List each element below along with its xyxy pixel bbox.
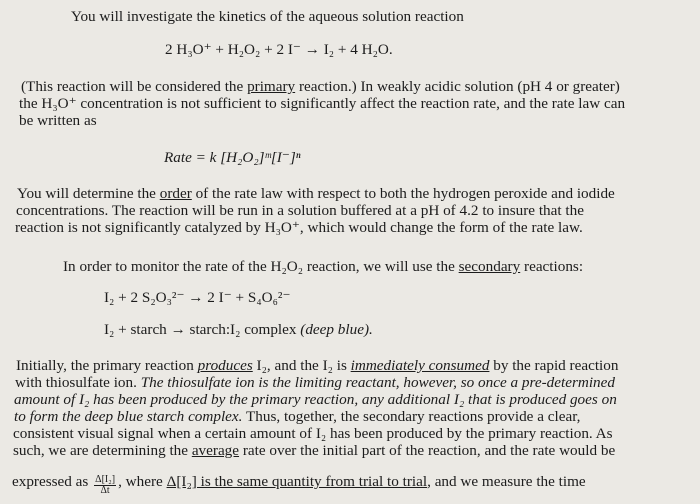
text-line: In order to monitor the rate of the H₂O₂ reaction, we will use the secondary reactions:: [63, 258, 584, 275]
text-line: such, we are determining the average rate over the initial part of the reaction, and the rate would be: [13, 442, 616, 459]
text-line: consistent visual signal when a certain amount of I₂ has been produced by the primary reaction. As: [13, 425, 613, 442]
text-line: (This reaction will be considered the primary reaction.) In weakly acidic solution (pH 4 or greater): [21, 78, 620, 95]
text-line: with thiosulfate ion. The thiosulfate ion is the limiting reactant, however, so once a pre-determined: [15, 374, 615, 391]
text-line: expressed as $\frac{\text{Δ[I₂]}}{\Delta t}$ , where Δ[I₂] is the same quantity from trial to trial, and we measure the time: [12, 473, 586, 496]
rate-law-equation: Rate = k [H₂O₂]ᵐ[I⁻]ⁿ: [164, 149, 301, 166]
text-line: Initially, the primary reaction produces I₂, and the I₂ is immediately consumed by the rapid reaction: [16, 357, 619, 374]
text-line: be written as: [19, 112, 97, 129]
thiosulfate-reaction-equation: I₂ + 2 S₂O₃²⁻ → 2 I⁻ + S₄O₆²⁻: [104, 289, 291, 306]
primary-reaction-equation: 2 H₃O⁺ + H₂O₂ + 2 I⁻ → I₂ + 4 H₂O.: [165, 41, 393, 58]
text-line: to form the deep blue starch complex. Thus, together, the secondary reactions provide a clear,: [14, 408, 581, 425]
rate-fraction: $\frac{\text{Δ[I₂]}}{\Delta t}$: [95, 474, 116, 496]
intro-line: You will investigate the kinetics of the aqueous solution reaction: [71, 8, 464, 25]
text-line: the H₃O⁺ concentration is not sufficient to significantly affect the reaction rate, and the rate law can: [19, 95, 626, 112]
text-line: You will determine the order of the rate law with respect to both the hydrogen peroxide and iodide: [17, 185, 615, 202]
text-line: amount of I₂ has been produced by the primary reaction, any additional I₂ that is produced goes on: [14, 391, 617, 408]
text-line: reaction is not significantly catalyzed by H₃O⁺, which would change the form of the rate law.: [15, 219, 583, 236]
text-line: concentrations. The reaction will be run in a solution buffered at a pH of 4.2 to insure that the: [16, 202, 584, 219]
starch-reaction-equation: I₂ + starch → starch:I₂ complex (deep blue).: [104, 321, 373, 338]
